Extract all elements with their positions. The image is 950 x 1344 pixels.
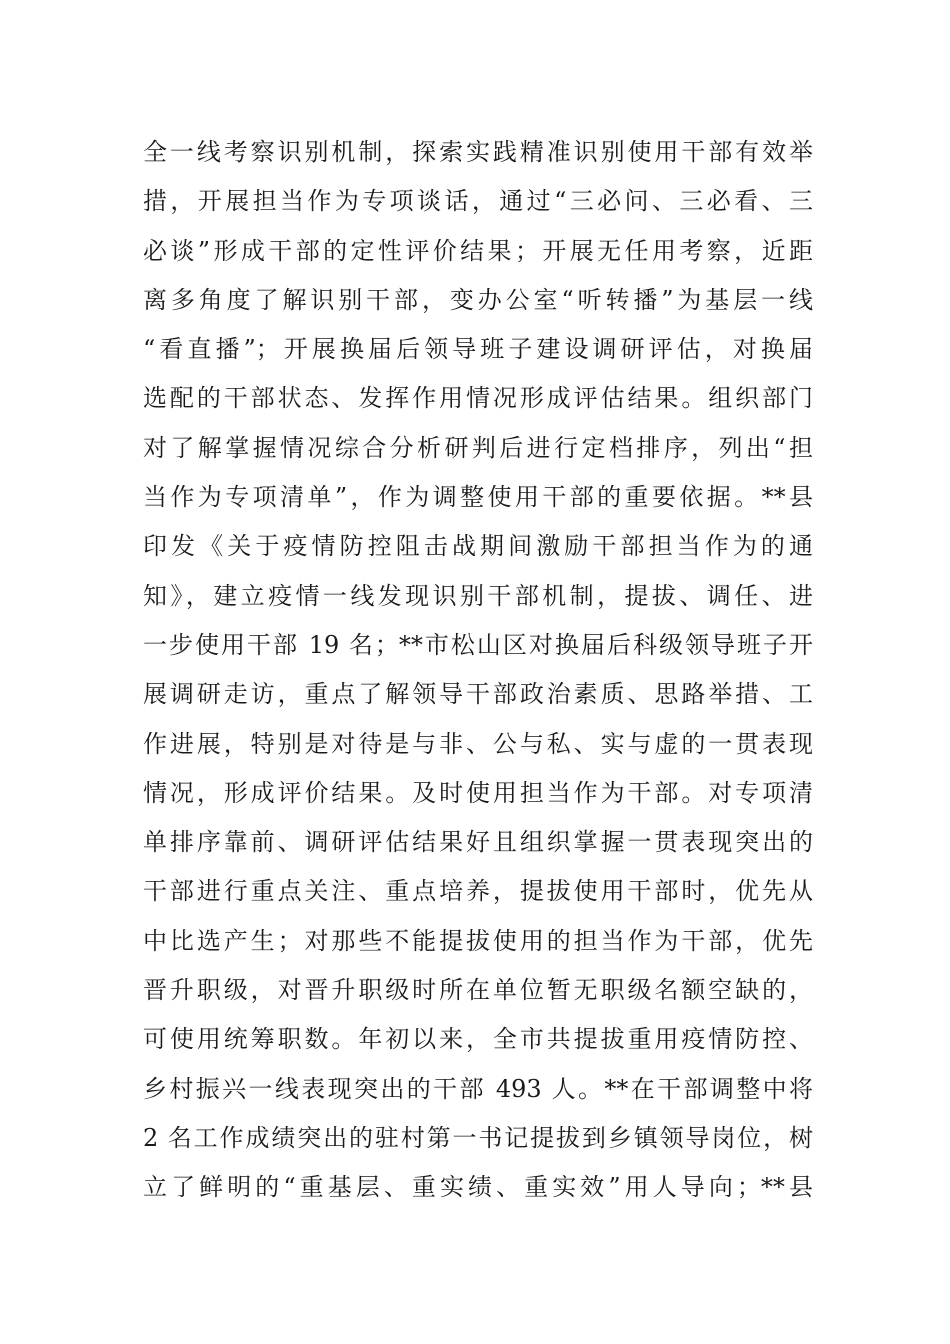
text-line: 2 名工作成绩突出的驻村第一书记提拔到乡镇领导岗位，树 [143,1123,813,1152]
text-line: 立了鲜明的“重基层、重实绩、重实效”用人导向；**县 [143,1173,813,1202]
text-line: 印发《关于疫情防控阻击战期间激励干部担当作为的通 [143,532,813,561]
text-line: 晋升职级，对晋升职级时所在单位暂无职级名额空缺的， [143,976,813,1005]
text-line: 作进展，特别是对待是与非、公与私、实与虚的一贯表现 [143,729,813,758]
body-text [143,128,813,1213]
text-line: 离多角度了解识别干部，变办公室“听转播”为基层一线 [143,285,813,314]
text-line: 一步使用干部 19 名；**市松山区对换届后科级领导班子开 [143,630,813,659]
text-line: 选配的干部状态、发挥作用情况形成评估结果。组织部门 [143,384,813,413]
text-line: 对了解掌握情况综合分析研判后进行定档排序，列出“担 [143,433,813,462]
text-line: 单排序靠前、调研评估结果好且组织掌握一贯表现突出的 [143,828,813,857]
text-line: 干部进行重点关注、重点培养，提拔使用干部时，优先从 [143,877,813,906]
text-line: 中比选产生；对那些不能提拔使用的担当作为干部，优先 [143,926,813,955]
text-line: 知》，建立疫情一线发现识别干部机制，提拔、调任、进 [143,581,813,610]
text-line: 必谈”形成干部的定性评价结果；开展无任用考察，近距 [143,236,813,265]
text-line: 情况，形成评价结果。及时使用担当作为干部。对专项清 [143,778,813,807]
text-line: 乡村振兴一线表现突出的干部 493 人。**在干部调整中将 [143,1074,813,1103]
text-line: 当作为专项清单”，作为调整使用干部的重要依据。**县 [143,483,813,512]
text-line: “看直播”；开展换届后领导班子建设调研评估，对换届 [143,335,813,364]
text-line: 全一线考察识别机制，探索实践精准识别使用干部有效举 [143,138,813,166]
text-line: 展调研走访，重点了解领导干部政治素质、思路举措、工 [143,680,813,709]
text-line: 措，开展担当作为专项谈话，通过“三必问、三必看、三 [143,187,813,216]
text-line: 可使用统筹职数。年初以来，全市共提拔重用疫情防控、 [143,1025,813,1054]
